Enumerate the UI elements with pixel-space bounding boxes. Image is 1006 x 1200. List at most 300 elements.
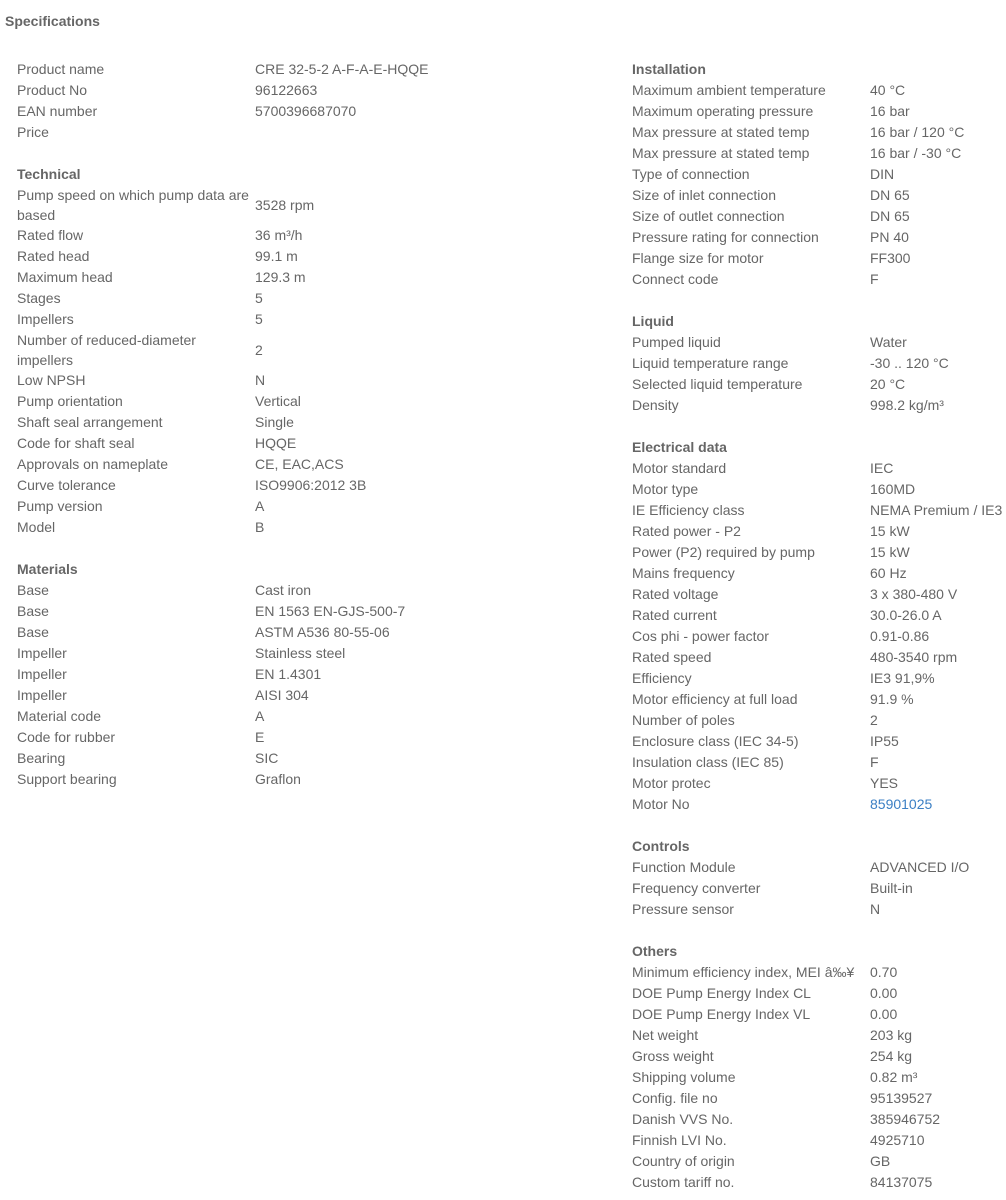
spec-value: AISI 304	[255, 687, 309, 703]
spec-label: Shaft seal arrangement	[17, 414, 163, 430]
spec-value: IP55	[870, 733, 899, 749]
spec-value: 3528 rpm	[255, 196, 315, 213]
spec-value: DN 65	[870, 208, 910, 224]
spec-label: Danish VVS No.	[632, 1111, 734, 1127]
spec-row	[632, 731, 1006, 752]
spec-value: 30.0-26.0 A	[870, 607, 942, 623]
spec-value-cell	[870, 80, 1006, 101]
spec-label: Price	[17, 124, 49, 140]
spec-value: 40 °C	[870, 82, 906, 98]
spec-row	[632, 605, 1006, 626]
spec-value-cell	[255, 246, 577, 267]
spec-label: Motor efficiency at full load	[632, 691, 798, 707]
spec-label: Curve tolerance	[17, 477, 116, 493]
spec-value: 2	[255, 341, 263, 358]
spec-row	[632, 773, 1006, 794]
spec-value-cell	[870, 1046, 1006, 1067]
spec-row	[17, 59, 577, 80]
spec-value-cell	[870, 752, 1006, 773]
spec-value: Cast iron	[255, 582, 312, 598]
spec-label: Maximum head	[17, 269, 113, 285]
spec-value-cell	[255, 496, 577, 517]
spec-label: DOE Pump Energy Index VL	[632, 1006, 811, 1022]
spec-value-cell	[255, 122, 577, 143]
spec-value: B	[255, 519, 265, 535]
spec-value: 5	[255, 290, 263, 306]
spec-value: 0.70	[870, 964, 898, 980]
section-title: Installation	[632, 61, 706, 77]
spec-table	[17, 59, 577, 143]
spec-row	[17, 433, 577, 454]
spec-label: Stages	[17, 290, 61, 306]
spec-row	[632, 185, 1006, 206]
spec-value-cell	[255, 601, 577, 622]
spec-value: DIN	[870, 166, 895, 182]
spec-value: Graflon	[255, 771, 301, 787]
spec-value-cell	[870, 479, 1006, 500]
spec-value: F	[870, 754, 879, 770]
spec-label: Size of inlet connection	[632, 187, 776, 203]
spec-value-cell	[870, 1109, 1006, 1130]
spec-value-link[interactable]: 85901025	[870, 796, 933, 812]
spec-label: Connect code	[632, 271, 719, 287]
spec-value-cell	[870, 143, 1006, 164]
spec-row	[632, 80, 1006, 101]
spec-label: Country of origin	[632, 1153, 735, 1169]
spec-value-cell	[870, 164, 1006, 185]
spec-row	[632, 143, 1006, 164]
spec-value: 4925710	[870, 1132, 925, 1148]
spec-label: Frequency converter	[632, 880, 761, 896]
section-others	[632, 941, 1006, 1193]
spec-value-cell	[870, 1088, 1006, 1109]
spec-label: Impellers	[17, 311, 74, 327]
spec-row	[17, 664, 577, 685]
spec-label: Type of connection	[632, 166, 750, 182]
spec-label: Number of reduced-diameter impellers	[17, 332, 196, 368]
spec-value: GB	[870, 1153, 891, 1169]
spec-value: E	[255, 729, 265, 745]
spec-value-cell	[870, 332, 1006, 353]
spec-value: IEC	[870, 460, 894, 476]
spec-row	[17, 748, 577, 769]
spec-value: CE, EAC,ACS	[255, 456, 344, 472]
spec-row	[632, 269, 1006, 290]
spec-label: Custom tariff no.	[632, 1174, 735, 1190]
spec-row	[632, 353, 1006, 374]
spec-label: Efficiency	[632, 670, 692, 686]
spec-value: 20 °C	[870, 376, 906, 392]
spec-row	[17, 246, 577, 267]
spec-value-cell	[870, 542, 1006, 563]
spec-value-cell	[255, 475, 577, 496]
spec-row	[17, 122, 577, 143]
spec-label: Material code	[17, 708, 102, 724]
spec-row	[17, 727, 577, 748]
spec-row	[632, 500, 1006, 521]
spec-value-cell	[870, 605, 1006, 626]
spec-value-cell	[870, 962, 1006, 983]
spec-label: Motor protec	[632, 775, 711, 791]
spec-value-cell	[870, 395, 1006, 416]
spec-value-cell	[870, 185, 1006, 206]
spec-value-cell	[255, 580, 577, 601]
spec-value-cell	[870, 1151, 1006, 1172]
spec-row	[632, 332, 1006, 353]
spec-value-cell	[870, 521, 1006, 542]
spec-label: Minimum efficiency index, MEI â‰¥	[632, 964, 855, 980]
spec-value: FF300	[870, 250, 911, 266]
spec-value: PN 40	[870, 229, 909, 245]
spec-value: CRE 32-5-2 A-F-A-E-HQQE	[255, 61, 429, 77]
spec-value: 0.00	[870, 1006, 898, 1022]
section-installation	[632, 59, 1006, 290]
spec-row	[632, 479, 1006, 500]
spec-label: Impeller	[17, 666, 67, 682]
spec-value: 3 x 380-480 V	[870, 586, 958, 602]
spec-row	[632, 395, 1006, 416]
spec-row	[632, 794, 1006, 815]
spec-row	[17, 101, 577, 122]
spec-label: Motor No	[632, 796, 690, 812]
spec-value-cell	[870, 374, 1006, 395]
spec-value: NEMA Premium / IE3	[870, 502, 1003, 518]
spec-label: Support bearing	[17, 771, 117, 787]
spec-label: Impeller	[17, 645, 67, 661]
spec-row	[17, 80, 577, 101]
spec-value: A	[255, 498, 265, 514]
spec-value-cell	[870, 878, 1006, 899]
spec-label: Power (P2) required by pump	[632, 544, 815, 560]
spec-label: Maximum operating pressure	[632, 103, 814, 119]
spec-value-cell	[255, 59, 577, 80]
spec-row	[17, 475, 577, 496]
spec-value: HQQE	[255, 435, 297, 451]
spec-label: Maximum ambient temperature	[632, 82, 826, 98]
spec-label: Code for rubber	[17, 729, 116, 745]
spec-row	[632, 857, 1006, 878]
spec-value-cell	[255, 769, 577, 790]
spec-value-cell	[870, 563, 1006, 584]
spec-value-cell	[255, 185, 577, 225]
spec-value: 385946752	[870, 1111, 941, 1127]
spec-value: A	[255, 708, 265, 724]
spec-label: Liquid temperature range	[632, 355, 789, 371]
spec-label: Shipping volume	[632, 1069, 736, 1085]
spec-value: 99.1 m	[255, 248, 298, 264]
spec-value: EN 1.4301	[255, 666, 322, 682]
spec-label: Net weight	[632, 1027, 699, 1043]
spec-value-cell	[255, 309, 577, 330]
spec-value: ASTM A536 80-55-06	[255, 624, 390, 640]
spec-row	[632, 689, 1006, 710]
spec-label: Max pressure at stated temp	[632, 124, 810, 140]
spec-value-cell	[255, 433, 577, 454]
spec-row	[17, 225, 577, 246]
spec-value-cell	[870, 857, 1006, 878]
specs-left-column	[17, 59, 577, 790]
spec-value-cell	[255, 225, 577, 246]
spec-label: Rated current	[632, 607, 717, 623]
spec-label: Pump speed on which pump data are based	[17, 187, 249, 223]
spec-row	[632, 983, 1006, 1004]
spec-label: Gross weight	[632, 1048, 714, 1064]
spec-table	[17, 185, 577, 538]
spec-row	[632, 626, 1006, 647]
spec-label: Pump version	[17, 498, 103, 514]
spec-value-cell	[255, 370, 577, 391]
spec-value: 91.9 %	[870, 691, 914, 707]
spec-row	[17, 185, 577, 225]
spec-row	[632, 1046, 1006, 1067]
spec-label: EAN number	[17, 103, 98, 119]
spec-value: 0.91-0.86	[870, 628, 930, 644]
spec-row	[17, 622, 577, 643]
spec-table	[632, 857, 1006, 920]
spec-row	[632, 101, 1006, 122]
spec-row	[17, 288, 577, 309]
spec-value: 84137075	[870, 1174, 933, 1190]
spec-value-cell	[255, 706, 577, 727]
spec-value: Water	[870, 334, 907, 350]
spec-label: Cos phi - power factor	[632, 628, 769, 644]
spec-value-cell	[870, 647, 1006, 668]
spec-value-cell	[870, 689, 1006, 710]
spec-row	[632, 227, 1006, 248]
spec-value: 16 bar / 120 °C	[870, 124, 965, 140]
spec-value: 160MD	[870, 481, 916, 497]
spec-value: 254 kg	[870, 1048, 913, 1064]
spec-table	[632, 962, 1006, 1193]
spec-label: Number of poles	[632, 712, 735, 728]
spec-label: Rated speed	[632, 649, 712, 665]
spec-value-cell	[870, 1025, 1006, 1046]
spec-row	[17, 412, 577, 433]
spec-row	[632, 1025, 1006, 1046]
spec-row	[632, 206, 1006, 227]
spec-value-cell	[870, 269, 1006, 290]
section-title: Controls	[632, 838, 690, 854]
spec-row	[17, 601, 577, 622]
spec-value: Vertical	[255, 393, 301, 409]
spec-label: Config. file no	[632, 1090, 718, 1106]
spec-value-cell	[870, 1172, 1006, 1193]
spec-label: Code for shaft seal	[17, 435, 135, 451]
spec-value-cell	[870, 500, 1006, 521]
spec-value-cell	[870, 773, 1006, 794]
spec-value: 129.3 m	[255, 269, 306, 285]
spec-label: IE Efficiency class	[632, 502, 745, 518]
spec-row	[632, 1109, 1006, 1130]
spec-value: DN 65	[870, 187, 910, 203]
spec-value-cell	[870, 584, 1006, 605]
spec-value-cell	[870, 1004, 1006, 1025]
spec-row	[632, 1067, 1006, 1088]
spec-value-cell	[870, 626, 1006, 647]
section-title: Liquid	[632, 313, 674, 329]
spec-value: 2	[870, 712, 878, 728]
spec-value-cell	[255, 391, 577, 412]
spec-label: Enclosure class (IEC 34-5)	[632, 733, 799, 749]
spec-row	[632, 164, 1006, 185]
spec-value: F	[870, 271, 879, 287]
spec-row	[17, 330, 577, 370]
section-title: Materials	[17, 561, 78, 577]
spec-label: Density	[632, 397, 679, 413]
spec-value-cell	[255, 748, 577, 769]
spec-value-cell	[870, 458, 1006, 479]
spec-value-cell	[870, 1067, 1006, 1088]
spec-value-cell	[255, 267, 577, 288]
spec-label: Low NPSH	[17, 372, 86, 388]
spec-row	[17, 517, 577, 538]
spec-value-cell	[870, 206, 1006, 227]
spec-label: Pumped liquid	[632, 334, 721, 350]
spec-value-cell	[870, 1130, 1006, 1151]
spec-row	[632, 374, 1006, 395]
spec-row	[17, 370, 577, 391]
spec-row	[632, 1088, 1006, 1109]
spec-row	[17, 309, 577, 330]
spec-value-cell	[870, 794, 1006, 815]
spec-value: 0.82 m³	[870, 1069, 918, 1085]
spec-value: 16 bar	[870, 103, 910, 119]
spec-row	[632, 1004, 1006, 1025]
spec-row	[632, 584, 1006, 605]
spec-label: Finnish LVI No.	[632, 1132, 727, 1148]
section-controls	[632, 836, 1006, 920]
spec-row	[632, 122, 1006, 143]
spec-value-cell	[255, 454, 577, 475]
spec-row	[632, 668, 1006, 689]
spec-row	[17, 706, 577, 727]
spec-row	[17, 769, 577, 790]
spec-value: YES	[870, 775, 899, 791]
specs-right-column	[632, 59, 1006, 1193]
spec-label: Rated power - P2	[632, 523, 741, 539]
section-title: Others	[632, 943, 678, 959]
spec-label: Pump orientation	[17, 393, 123, 409]
spec-value: 0.00	[870, 985, 898, 1001]
spec-value-cell	[870, 353, 1006, 374]
spec-label: Motor type	[632, 481, 699, 497]
spec-label: Bearing	[17, 750, 66, 766]
spec-value: Stainless steel	[255, 645, 346, 661]
spec-value: Single	[255, 414, 294, 430]
spec-label: Rated head	[17, 248, 90, 264]
spec-value-cell	[255, 80, 577, 101]
spec-row	[17, 267, 577, 288]
section-title: Electrical data	[632, 439, 727, 455]
spec-value: 998.2 kg/m³	[870, 397, 944, 413]
spec-label: Function Module	[632, 859, 736, 875]
spec-table	[632, 80, 1006, 290]
spec-value-cell	[255, 727, 577, 748]
section-materials	[17, 559, 577, 790]
spec-label: Insulation class (IEC 85)	[632, 754, 784, 770]
spec-value: EN 1563 EN-GJS-500-7	[255, 603, 406, 619]
spec-row	[17, 391, 577, 412]
spec-value: Built-in	[870, 880, 913, 896]
spec-value: 60 Hz	[870, 565, 907, 581]
spec-label: Pressure sensor	[632, 901, 734, 917]
spec-label: Size of outlet connection	[632, 208, 785, 224]
spec-value: 15 kW	[870, 523, 910, 539]
spec-label: Mains frequency	[632, 565, 735, 581]
spec-row	[632, 542, 1006, 563]
spec-row	[632, 563, 1006, 584]
spec-label: Base	[17, 603, 49, 619]
spec-row	[17, 454, 577, 475]
spec-value-cell	[870, 248, 1006, 269]
section-title: Technical	[17, 166, 81, 182]
spec-label: Motor standard	[632, 460, 727, 476]
spec-label: Rated voltage	[632, 586, 719, 602]
spec-label: Flange size for motor	[632, 250, 764, 266]
spec-label: Rated flow	[17, 227, 84, 243]
spec-row	[632, 1172, 1006, 1193]
spec-row	[632, 962, 1006, 983]
spec-value: 36 m³/h	[255, 227, 303, 243]
spec-label: Product No	[17, 82, 88, 98]
spec-row	[632, 1151, 1006, 1172]
spec-row	[632, 458, 1006, 479]
spec-label: Base	[17, 624, 49, 640]
spec-row	[632, 521, 1006, 542]
spec-value-cell	[255, 288, 577, 309]
spec-value-cell	[870, 227, 1006, 248]
spec-table	[632, 332, 1006, 416]
spec-value-cell	[870, 899, 1006, 920]
spec-value-cell	[870, 710, 1006, 731]
spec-row	[632, 899, 1006, 920]
spec-row	[632, 710, 1006, 731]
spec-row	[17, 580, 577, 601]
spec-row	[632, 1130, 1006, 1151]
spec-row	[17, 496, 577, 517]
spec-label: Approvals on nameplate	[17, 456, 168, 472]
spec-label: Product name	[17, 61, 105, 77]
spec-value: SIC	[255, 750, 279, 766]
spec-label: Selected liquid temperature	[632, 376, 803, 392]
spec-value-cell	[255, 643, 577, 664]
spec-row	[632, 647, 1006, 668]
spec-label: Impeller	[17, 687, 67, 703]
spec-value: 16 bar / -30 °C	[870, 145, 962, 161]
spec-value: 5700396687070	[255, 103, 357, 119]
spec-value: -30 .. 120 °C	[870, 355, 949, 371]
spec-value: 480-3540 rpm	[870, 649, 958, 665]
spec-label: DOE Pump Energy Index CL	[632, 985, 811, 1001]
spec-value-cell	[870, 983, 1006, 1004]
section-general	[17, 59, 577, 143]
section-electrical-data	[632, 437, 1006, 815]
spec-value-cell	[255, 664, 577, 685]
spec-value: ISO9906:2012 3B	[255, 477, 367, 493]
spec-label: Model	[17, 519, 56, 535]
spec-row	[632, 878, 1006, 899]
spec-value-cell	[255, 685, 577, 706]
spec-value: 15 kW	[870, 544, 910, 560]
spec-value-cell	[870, 122, 1006, 143]
spec-row	[17, 685, 577, 706]
spec-value: 95139527	[870, 1090, 933, 1106]
spec-value-cell	[870, 731, 1006, 752]
spec-value: 203 kg	[870, 1027, 913, 1043]
spec-value-cell	[255, 517, 577, 538]
spec-value: N	[255, 372, 266, 388]
spec-value: 96122663	[255, 82, 318, 98]
